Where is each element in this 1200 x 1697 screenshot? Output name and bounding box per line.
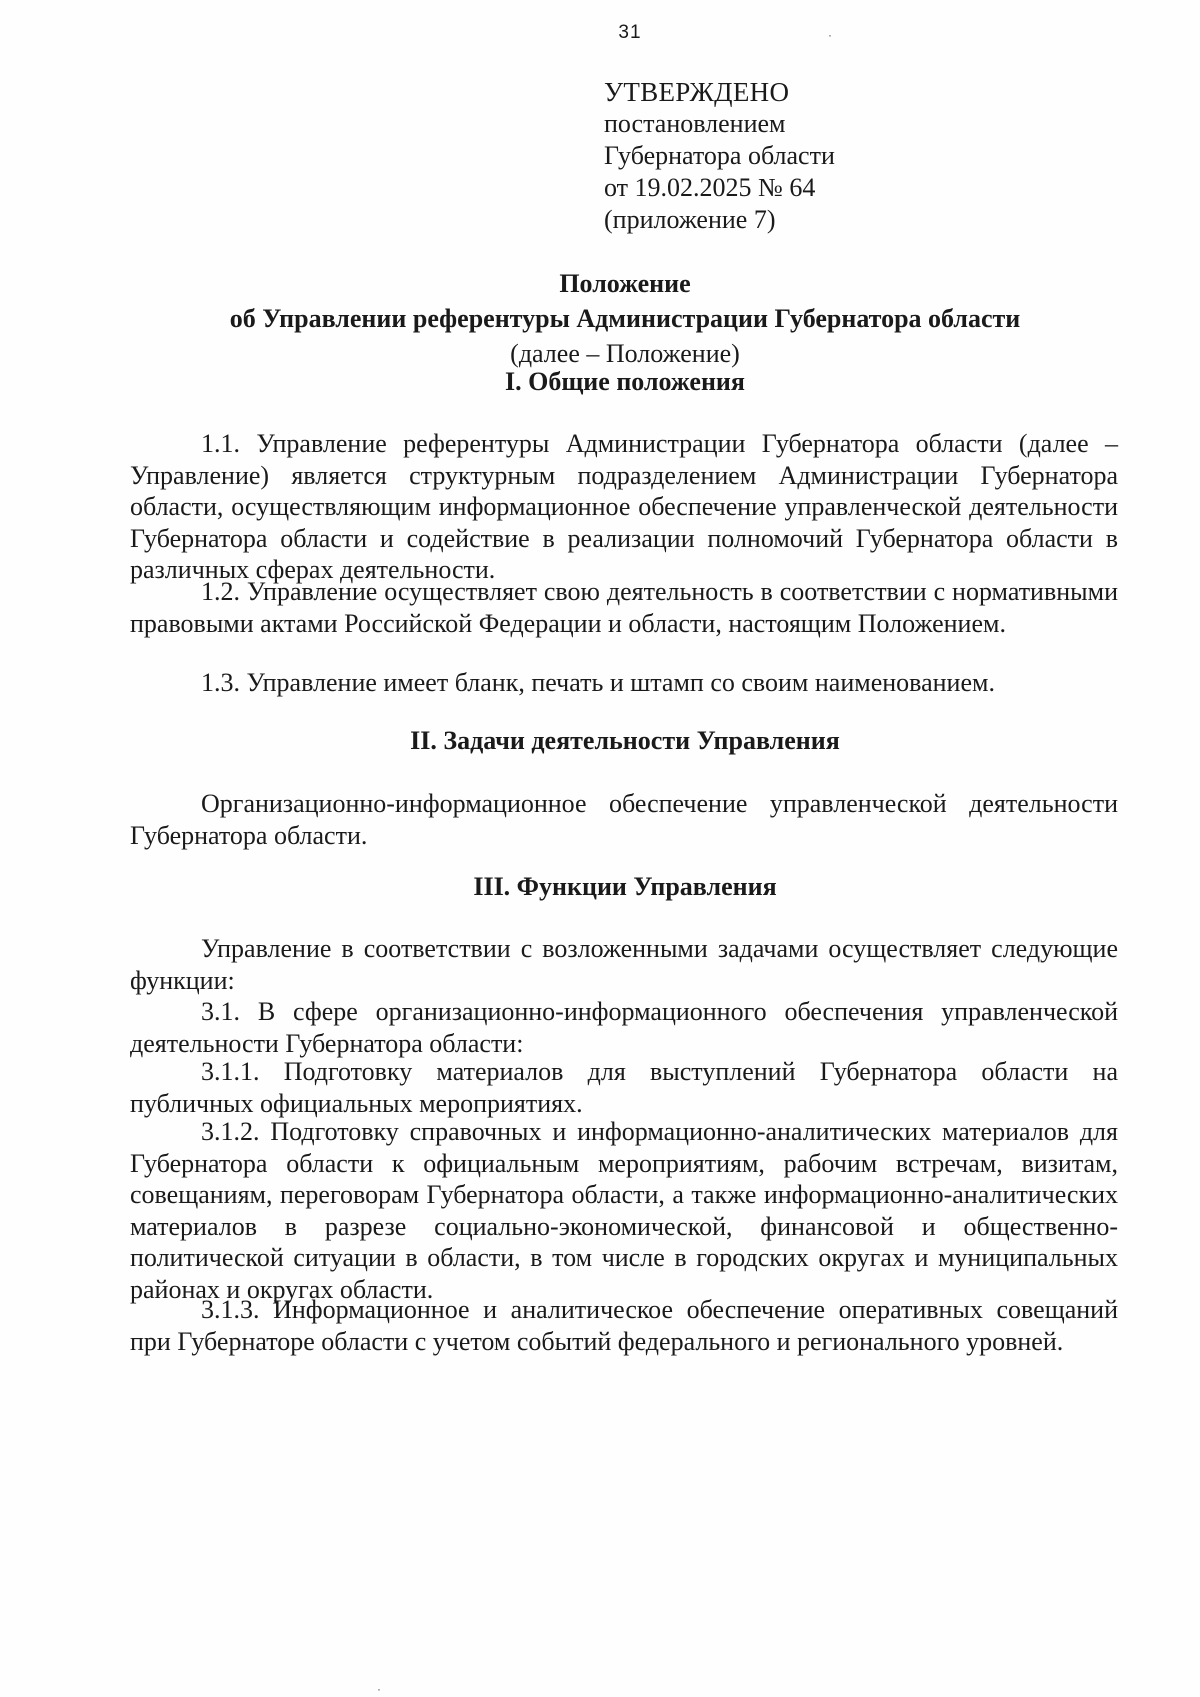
title-subline: (далее – Положение): [510, 339, 740, 368]
paragraph: 3.1.2. Подготовку справочных и информационно-аналитических материалов для Губернатора области к официальным мероприятиям, рабочим встречам, визитам, совещаниям, переговорам Губернатора области, а также информационно-аналитических материалов в разрезе социально-экономической, финансовой и общественно-политической ситуации в области, в том числе в городских округах и муниципальных районах и округах области.: [130, 1117, 1118, 1304]
paragraph: 3.1.1. Подготовку материалов для выступлений Губернатора области на публичных официальных мероприятиях.: [130, 1057, 1118, 1118]
title-line: Положение: [559, 269, 691, 298]
paragraph: 1.1. Управление референтуры Администрации Губернатора области (далее – Управление) является структурным подразделением Администрации Губернатора области, осуществляющим информационное обеспечение управленческой деятельности Губернатора области и содействие в реализации полномочий Губернатора области в различных сферах деятельности.: [130, 429, 1118, 584]
paragraph: Управление в соответствии с возложенными задачами осуществляет следующие функции:: [130, 934, 1118, 995]
section-heading: I. Общие положения: [505, 367, 745, 396]
approval-appendix: (приложение 7): [604, 205, 776, 234]
paragraph: 3.1. В сфере организационно-информационного обеспечения управленческой деятельности Губернатора области:: [130, 997, 1118, 1058]
scan-speck: ·: [828, 28, 832, 42]
approval-heading: УТВЕРЖДЕНО: [604, 77, 790, 107]
approval-date-number: от 19.02.2025 № 64: [604, 173, 816, 202]
approval-line: постановлением: [604, 109, 786, 138]
section-heading: III. Функции Управления: [473, 872, 777, 901]
document-title: [130, 266, 1120, 371]
paragraph: Организационно-информационное обеспечение управленческой деятельности Губернатора области.: [130, 789, 1118, 850]
scan-speck: ·: [377, 1682, 381, 1696]
paragraph: 1.3. Управление имеет бланк, печать и штамп со своим наименованием.: [201, 668, 995, 697]
approval-line: Губернатора области: [604, 141, 835, 170]
paragraph: 3.1.3. Информационное и аналитическое обеспечение оперативных совещаний при Губернаторе области с учетом событий федерального и регионального уровней.: [130, 1295, 1118, 1356]
page-number: 31: [618, 22, 642, 43]
section-heading: II. Задачи деятельности Управления: [410, 726, 840, 755]
approval-stamp-block: [604, 76, 944, 236]
paragraph: 1.2. Управление осуществляет свою деятельность в соответствии с нормативными правовыми актами Российской Федерации и области, настоящим Положением.: [130, 577, 1118, 638]
title-line: об Управлении референтуры Администрации Губернатора области: [229, 304, 1021, 333]
